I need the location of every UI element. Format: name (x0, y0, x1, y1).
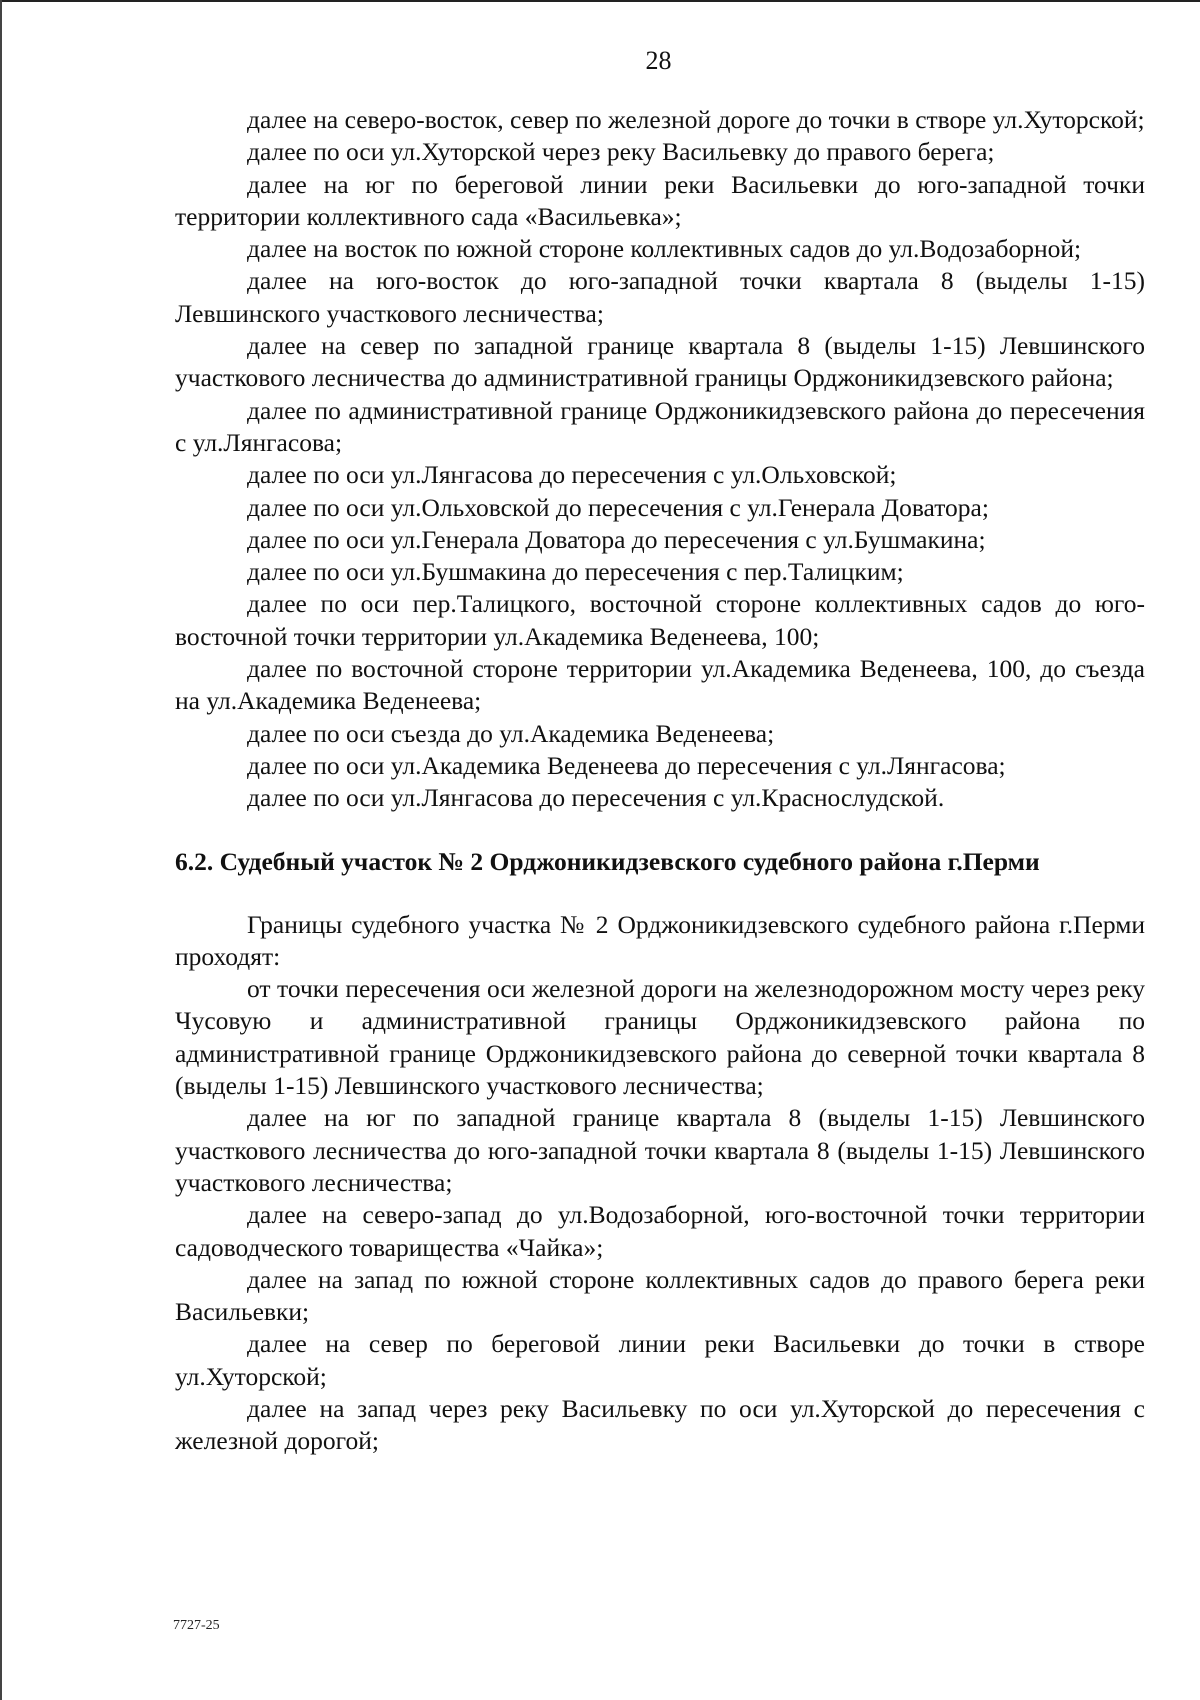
paragraph: далее по оси ул.Бушмакина до пересечения с пер.Талицким; (247, 557, 904, 587)
paragraph: далее на юго-восток до юго-западной точки квартала 8 (выделы 1-15) Левшинского участкового лесничества; (175, 266, 1145, 328)
paragraph: Границы судебного участка № 2 Орджоникидзевского судебного района г.Перми проходят: (175, 909, 1145, 971)
paragraph: далее на восток по южной стороне коллективных садов до ул.Водозаборной; (247, 234, 1082, 264)
paragraph: далее по оси ул.Ольховской до пересечения с ул.Генерала Доватора; (247, 492, 989, 522)
paragraph: далее на северо-запад до ул.Водозаборной, юго-восточной точки территории садоводческого товарищества «Чайка»; (175, 1200, 1145, 1262)
paragraph: далее на запад через реку Васильевку по оси ул.Хуторской до пересечения с железной дорогой; (175, 1393, 1145, 1456)
paragraph: далее на запад по южной стороне коллективных садов до правого берега реки Васильевки; (175, 1264, 1145, 1327)
paragraph: далее на север по западной границе квартала 8 (выделы 1-15) Левшинского участкового лесничества до административной границы Орджоникидзевского района; (175, 331, 1145, 393)
paragraph: далее на юг по береговой линии реки Васильевки до юго-западной точки территории коллективного сада «Васильевка»; (175, 169, 1145, 231)
paragraph: далее по оси ул.Лянгасова до пересечения с ул.Ольховской; (247, 460, 897, 490)
paragraph: от точки пересечения оси железной дороги на железнодорожном мосту через реку Чусовую и административной границы Орджоникидзевского района по административной границе Орджоникидзевского района до северной точки квартала 8 (выделы 1-15) Левшинского участкового лесничества; (175, 974, 1145, 1101)
paragraph: далее по административной границе Орджоникидзевского района до пересечения с ул.Лянгасова; (175, 395, 1145, 457)
paragraph: далее на северо-восток, север по железной дороге до точки в створе ул.Хуторской; (247, 105, 1145, 134)
page-number: 28 (645, 46, 672, 75)
paragraph: далее по восточной стороне территории ул.Академика Веденеева, 100, до съезда на ул.Академика Веденеева; (175, 654, 1145, 716)
paragraph: далее по оси съезда до ул.Академика Веденеева; (247, 718, 775, 748)
section-heading: 6.2. Судебный участок № 2 Орджоникидзевского судебного района г.Перми (175, 846, 1040, 876)
paragraph: далее по оси ул.Генерала Доватора до пересечения с ул.Бушмакина; (247, 524, 986, 554)
paragraph: далее на север по береговой линии реки Васильевки до точки в створе ул.Хуторской; (175, 1329, 1145, 1391)
paragraph: далее по оси ул.Лянгасова до пересечения с ул.Краснослудской. (247, 783, 945, 813)
paragraph: далее по оси пер.Талицкого, восточной стороне коллективных садов до юго-восточной точки территории ул.Академика Веденеева, 100; (175, 589, 1145, 651)
paragraph: далее на юг по западной границе квартала 8 (выделы 1-15) Левшинского участкового лесничества до юго-западной точки квартала 8 (выделы 1-15) Левшинского участкового лесничества; (175, 1103, 1145, 1197)
scan-border-top (0, 0, 1200, 2)
paragraph: далее по оси ул.Хуторской через реку Васильевку до правого берега; (247, 137, 995, 167)
scan-border-left (0, 0, 2, 1700)
document-code: 7727-25 (173, 1618, 220, 1633)
paragraph: далее по оси ул.Академика Веденеева до пересечения с ул.Лянгасова; (247, 750, 1006, 780)
document-body (175, 104, 1145, 1458)
